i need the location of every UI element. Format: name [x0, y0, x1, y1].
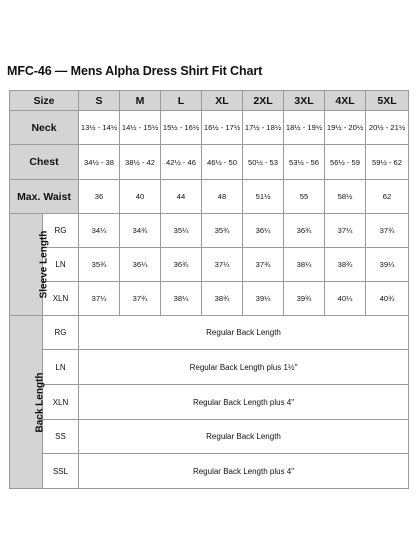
waist-value: 44 [161, 180, 202, 214]
waist-value: 40 [120, 180, 161, 214]
back-length-value: Regular Back Length plus 4" [79, 385, 409, 420]
back-length-value: Regular Back Length [79, 420, 409, 454]
back-length-value: Regular Back Length plus 1½" [79, 350, 409, 385]
chest-value: 42½ - 46 [161, 145, 202, 180]
sleeve-value: 38¼ [284, 248, 325, 282]
sleeve-value: 40¼ [325, 282, 366, 316]
back-row-xln [10, 385, 409, 420]
size-header-label: Size [10, 91, 79, 111]
size-header-4xl: 4XL [325, 91, 366, 111]
waist-value: 36 [79, 180, 120, 214]
sleeve-value: 35¾ [79, 248, 120, 282]
chest-row [10, 145, 409, 180]
size-header-xl: XL [202, 91, 243, 111]
size-header-m: M [120, 91, 161, 111]
sleeve-value: 36¼ [120, 248, 161, 282]
sleeve-value: 37¾ [120, 282, 161, 316]
back-length-value: Regular Back Length [79, 316, 409, 350]
neck-value: 19½ - 20½ [325, 111, 366, 145]
sleeve-value: 38¾ [202, 282, 243, 316]
back-code: RG [43, 316, 79, 350]
neck-value: 14½ - 15½ [120, 111, 161, 145]
chart-title: MFC-46 — Mens Alpha Dress Shirt Fit Chart [7, 64, 263, 78]
neck-value: 16½ - 17½ [202, 111, 243, 145]
chest-value: 38½ - 42 [120, 145, 161, 180]
chest-value: 34½ - 38 [79, 145, 120, 180]
neck-value: 15½ - 16½ [161, 111, 202, 145]
back-code: XLN [43, 385, 79, 420]
chest-value: 56½ - 59 [325, 145, 366, 180]
size-header-s: S [79, 91, 120, 111]
sleeve-row-rg [10, 214, 409, 248]
back-row-rg [10, 316, 409, 350]
neck-value: 13½ - 14½ [79, 111, 120, 145]
neck-value: 20½ - 21½ [366, 111, 409, 145]
chest-value: 53½ - 56 [284, 145, 325, 180]
sleeve-value: 38¾ [325, 248, 366, 282]
sleeve-row-xln [10, 282, 409, 316]
back-length-text: Back Length [34, 371, 46, 433]
waist-value: 58½ [325, 180, 366, 214]
sleeve-value: 40¾ [366, 282, 409, 316]
neck-value: 17½ - 18½ [243, 111, 284, 145]
sleeve-value: 34¾ [120, 214, 161, 248]
size-header-2xl: 2XL [243, 91, 284, 111]
sleeve-value: 37¾ [243, 248, 284, 282]
sleeve-value: 36¾ [284, 214, 325, 248]
neck-value: 18½ - 19½ [284, 111, 325, 145]
fit-chart-table [9, 90, 409, 489]
waist-value: 51½ [243, 180, 284, 214]
waist-value: 62 [366, 180, 409, 214]
back-length-value: Regular Back Length plus 4" [79, 454, 409, 489]
waist-label: Max. Waist [10, 180, 79, 214]
size-header-5xl: 5XL [366, 91, 409, 111]
sleeve-value: 39¼ [366, 248, 409, 282]
chest-value: 46½ - 50 [202, 145, 243, 180]
waist-value: 55 [284, 180, 325, 214]
sleeve-length-label [10, 214, 50, 316]
sleeve-value: 39¾ [284, 282, 325, 316]
chest-value: 50½ - 53 [243, 145, 284, 180]
size-header-3xl: 3XL [284, 91, 325, 111]
sleeve-value: 35¾ [202, 214, 243, 248]
sleeve-value: 34¼ [79, 214, 120, 248]
sleeve-row-ln [10, 248, 409, 282]
chest-value: 59½ - 62 [366, 145, 409, 180]
sleeve-value: 36¾ [161, 248, 202, 282]
waist-row [10, 180, 409, 214]
sleeve-length-text: Sleeve Length [38, 230, 50, 299]
sleeve-code: RG [43, 214, 79, 248]
back-code: SS [43, 420, 79, 454]
size-header-row [10, 91, 409, 111]
back-code: LN [43, 350, 79, 385]
sleeve-value: 39¼ [243, 282, 284, 316]
sleeve-value: 38¼ [161, 282, 202, 316]
sleeve-value: 37¼ [325, 214, 366, 248]
sleeve-value: 37¼ [202, 248, 243, 282]
back-row-ss [10, 420, 409, 454]
neck-row [10, 111, 409, 145]
sleeve-value: 37¾ [366, 214, 409, 248]
chest-label: Chest [10, 145, 79, 180]
neck-label: Neck [10, 111, 79, 145]
sleeve-value: 36¼ [243, 214, 284, 248]
back-code: SSL [43, 454, 79, 489]
sleeve-value: 37¼ [79, 282, 120, 316]
back-length-label [10, 316, 46, 489]
sleeve-code: XLN [43, 282, 79, 316]
waist-value: 48 [202, 180, 243, 214]
back-row-ln [10, 350, 409, 385]
size-header-l: L [161, 91, 202, 111]
sleeve-value: 35¼ [161, 214, 202, 248]
back-row-ssl [10, 454, 409, 489]
sleeve-code: LN [43, 248, 79, 282]
